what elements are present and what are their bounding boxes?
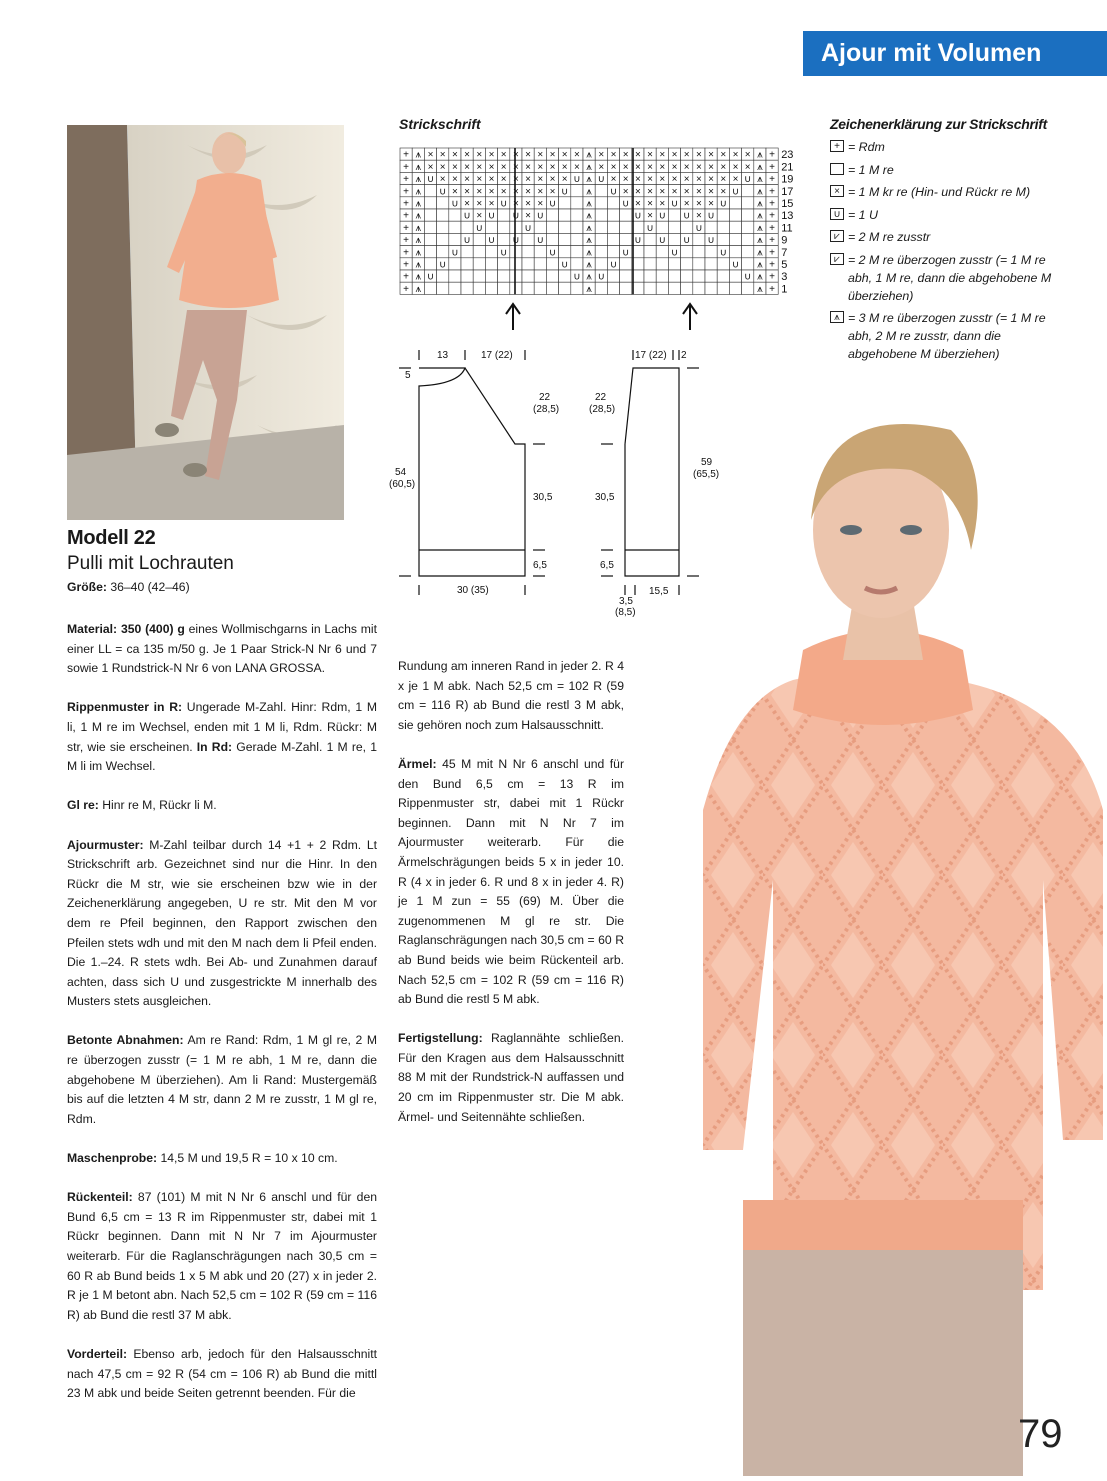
legend-item: × = 1 M kr re (Hin- und Rückr re M) (830, 183, 1070, 201)
instructions-middle-column (398, 657, 624, 1147)
chart-symbol: × (573, 149, 580, 161)
chart-symbol: × (476, 186, 483, 198)
chart-symbol: ∪ (731, 186, 740, 198)
dim-sleeve-side: 30,5 (595, 492, 615, 503)
chart-symbol: × (451, 149, 458, 161)
page-number: 79 (1018, 1412, 1063, 1456)
chart-symbol: ⩚ (757, 222, 763, 234)
chart-symbol: + (769, 235, 776, 247)
chart-symbol: × (695, 198, 702, 210)
chart-symbol: ∪ (487, 210, 496, 222)
chart-symbol: ∪ (597, 271, 605, 283)
chart-symbol: ∪ (500, 198, 508, 210)
dim-side: 30,5 (533, 492, 553, 503)
chart-symbol: ∪ (512, 210, 520, 222)
front-paragraph: Vorderteil: Ebenso arb, jedoch für den Halsausschnitt nach 47,5 cm = 92 R (54 cm = 106 R) ab Bund die mittl 23 M abk und beide Seiten getrennt beenden. Für die (67, 1346, 377, 1401)
chart-symbol: × (610, 161, 617, 173)
chart-symbol: ∪ (683, 235, 691, 247)
chart-symbol: ∪ (463, 210, 471, 222)
chart-symbol: ⩚ (586, 247, 592, 259)
chart-symbol: + (403, 198, 410, 210)
chart-symbol: × (476, 198, 483, 210)
model-title: Modell 22 (67, 527, 156, 549)
chart-symbol: × (683, 161, 690, 173)
chart-symbol: × (683, 149, 690, 161)
chart-symbol: × (720, 149, 727, 161)
chart-symbol: ∪ (439, 186, 447, 198)
chart-symbol: ⩚ (586, 198, 592, 210)
dim-sleeve-top-small: 2 (681, 350, 687, 361)
chart-symbol: × (671, 186, 678, 198)
chart-symbol: ⩚ (415, 149, 422, 161)
chart-symbol: ∪ (695, 222, 703, 234)
chart-symbol: ⩚ (586, 149, 592, 161)
dim-sleeve-raglan: 22 (595, 392, 607, 403)
empty-square-icon (830, 163, 844, 175)
chart-symbol: × (525, 174, 532, 186)
chart-symbol: × (634, 149, 641, 161)
right-arrow-icon (683, 304, 697, 330)
chart-symbol: ⩚ (415, 259, 422, 271)
chart-symbol: ⩚ (415, 161, 422, 173)
chart-row-number: 9 (781, 234, 788, 247)
chart-symbol: × (659, 198, 666, 210)
chart-symbol: × (549, 149, 556, 161)
dim-neck-drop: 5 (405, 370, 411, 381)
chart-symbol: × (451, 174, 458, 186)
legend-item: = 1 M re (830, 161, 1070, 179)
chart-symbol: × (512, 186, 519, 198)
chart-symbol: × (537, 174, 544, 186)
legend-item: ∪ = 1 U (830, 206, 1070, 224)
dim-width: 30 (35) (457, 585, 489, 596)
chart-symbol: × (488, 186, 495, 198)
chart-symbol: × (744, 161, 751, 173)
chart-symbol: ⩚ (757, 174, 763, 186)
chart-symbol: × (488, 198, 495, 210)
legend-item: + = Rdm (830, 138, 1070, 156)
legend-item: ⩗ = 2 M re überzogen zusstr (= 1 M re abh, 1 M re, dann die abgehobene M überziehen) (830, 251, 1070, 305)
chart-symbol: ⩚ (586, 174, 592, 186)
chart-symbol: + (403, 259, 410, 271)
chart-symbol: × (512, 198, 519, 210)
chart-symbol: × (525, 149, 532, 161)
dim-length: 54 (395, 467, 407, 478)
chart-symbol: ∪ (609, 259, 618, 271)
chart-symbol: ⩚ (415, 222, 422, 234)
chart-symbol: × (695, 186, 702, 198)
chart-symbol: × (464, 149, 471, 161)
chart-symbol: ∪ (634, 210, 642, 222)
chart-symbol: × (525, 210, 532, 222)
chart-symbol: ∪ (426, 174, 435, 186)
chart-symbol: ∪ (609, 186, 618, 198)
chart-symbol: × (598, 149, 605, 161)
chart-symbol: + (403, 210, 410, 222)
chart-symbol: × (476, 174, 483, 186)
chart-symbol: ⩚ (586, 161, 592, 173)
chart-symbol: ∪ (658, 210, 666, 222)
ssk-icon: ⩗ (830, 253, 844, 265)
chart-symbol: ∪ (707, 210, 715, 222)
chart-symbol: ⩚ (757, 283, 763, 295)
chart-symbol: × (744, 149, 751, 161)
chart-symbol: × (720, 186, 727, 198)
chart-symbol: ∪ (719, 247, 727, 259)
chart-symbol: ∪ (744, 271, 752, 283)
chart-symbol: × (708, 149, 715, 161)
section-banner: Ajour mit Volumen (803, 31, 1107, 76)
double-decrease-icon: ⩚ (830, 311, 844, 323)
chart-symbol: ⩚ (757, 271, 763, 283)
chart-symbol: × (683, 198, 690, 210)
chart-symbol: × (659, 149, 666, 161)
chart-symbol: × (451, 186, 458, 198)
dim-length-alt: (60,5) (389, 479, 416, 490)
chart-symbol: × (525, 198, 532, 210)
dim-shoulder: 13 (437, 350, 449, 361)
chart-symbol: ⩚ (757, 235, 763, 247)
chart-symbol: × (671, 149, 678, 161)
legend-item: ⩗ = 2 M re zusstr (830, 228, 1070, 246)
chart-symbol: × (561, 149, 568, 161)
cross-icon: × (830, 185, 844, 197)
chart-symbol: × (683, 186, 690, 198)
chart-symbol: × (488, 161, 495, 173)
dim-raglan: 22 (539, 392, 551, 403)
chart-symbol: ∪ (670, 247, 679, 259)
chart-symbol: ∪ (646, 222, 654, 234)
chart-symbol: × (500, 149, 507, 161)
chart-symbol: ⩚ (757, 149, 763, 161)
chart-symbol: × (476, 161, 483, 173)
rib-paragraph: Rippenmuster in R: Ungerade M-Zahl. Hinr: Rdm, 1 M li, 1 M re im Wechsel, enden mit 1 M li, Rdm. Rückr: M str, wie sie erscheinen. In Rd: Gerade M-Zahl. 1 M re, 1 M li im Wechsel. (67, 700, 378, 774)
chart-symbol: × (427, 149, 434, 161)
chart-symbol: ∪ (670, 198, 679, 210)
chart-symbol: ∪ (512, 235, 520, 247)
chart-symbol: ⩚ (415, 210, 422, 222)
chart-symbol: × (512, 149, 519, 161)
dim-sleeve-raglan-alt: (28,5) (589, 404, 616, 415)
chart-symbol: + (769, 259, 776, 271)
gauge-paragraph: Maschenprobe: 14,5 M und 19,5 R = 10 x 10 cm. (67, 1151, 338, 1166)
chart-symbol: × (500, 174, 507, 186)
chart-symbol: + (403, 235, 410, 247)
chart-symbol: × (525, 186, 532, 198)
dim-sleeve-length: 59 (701, 457, 713, 468)
k2tog-icon: ⩗ (830, 230, 844, 242)
chart-symbol: × (647, 174, 654, 186)
chart-symbol: ∪ (573, 174, 581, 186)
chart-symbol: ∪ (439, 259, 447, 271)
size-line (67, 580, 190, 594)
chart-symbol: × (622, 174, 629, 186)
chart-row-number: 17 (781, 185, 794, 198)
chart-symbol: × (500, 161, 507, 173)
material-paragraph: Material: 350 (400) g eines Wollmischgarns in Lachs mit einer LL = ca 135 m/50 g. Je 1 Paar Strick-N Nr 6 und 7 sowie 1 Rundstrick-N Nr 6 von LANA GROSSA. (67, 622, 377, 676)
chart-symbol: ⩚ (586, 259, 592, 271)
chart-symbol: × (708, 186, 715, 198)
chart-symbol: + (403, 283, 410, 295)
chart-symbol: ∪ (561, 259, 569, 271)
chart-symbol: × (464, 161, 471, 173)
chart-symbol: × (622, 186, 629, 198)
garment-schematic (389, 340, 720, 625)
chart-symbol: × (512, 174, 519, 186)
chart-symbol: × (647, 210, 654, 222)
chart-row-number: 5 (781, 259, 788, 271)
dim-cuff-b: 15,5 (649, 586, 669, 597)
chart-symbol: × (476, 210, 483, 222)
legend-item: ⩚ = 3 M re überzogen zusstr (= 1 M re abh, 2 M re zusstr, dann die abgehobene M überziehen) (830, 309, 1070, 363)
yarn-over-icon: ∪ (830, 208, 844, 220)
chart-symbol: × (512, 161, 519, 173)
chart-symbol: × (720, 174, 727, 186)
chart-symbol: + (769, 198, 776, 210)
chart-symbol: ⩚ (757, 210, 763, 222)
finishing-paragraph: Fertigstellung: Raglannähte schließen. Für den Kragen aus dem Halsausschnitt 88 M mit der Rundstrick-N auffassen und 20 cm im Rippenmuster str. Die M abk. Ärmel- und Seitennähte schließen. (398, 1031, 624, 1124)
model-subtitle: Pulli mit Lochrauten (67, 553, 234, 574)
chart-symbol: ⩚ (415, 174, 422, 186)
chart-symbol: ∪ (463, 235, 471, 247)
chart-symbol: ∪ (707, 235, 715, 247)
chart-symbol: × (598, 161, 605, 173)
chart-symbol: + (403, 149, 410, 161)
chart-symbol: × (732, 161, 739, 173)
chart-row-number: 19 (781, 173, 794, 186)
stitch-chart (398, 146, 818, 336)
chart-row-number: 23 (781, 149, 794, 162)
chart-row-number: 21 (781, 161, 794, 174)
chart-symbol: × (561, 161, 568, 173)
chart-symbol: + (403, 161, 410, 173)
chart-symbol: × (659, 161, 666, 173)
chart-symbol: + (403, 174, 410, 186)
chart-symbol: ⩚ (586, 271, 592, 283)
dim-raglan-alt: (28,5) (533, 404, 560, 415)
chart-title: Strickschrift (399, 116, 481, 132)
chart-symbol: ∪ (500, 247, 508, 259)
chart-symbol: × (610, 149, 617, 161)
chart-symbol: × (439, 174, 446, 186)
chart-symbol: × (634, 174, 641, 186)
chart-symbol: ∪ (719, 198, 727, 210)
chart-symbol: ⩚ (586, 283, 592, 295)
sleeve-outline (625, 368, 679, 576)
plus-icon: + (830, 140, 844, 152)
chart-symbol: ∪ (451, 247, 459, 259)
chart-symbol: + (403, 271, 410, 283)
chart-symbol: ∪ (548, 247, 557, 259)
chart-symbol: × (732, 174, 739, 186)
chart-symbol: + (769, 149, 776, 161)
chart-symbol: × (634, 198, 641, 210)
chart-symbol: × (439, 161, 446, 173)
chart-symbol: + (769, 283, 776, 295)
chart-symbol: × (708, 174, 715, 186)
lace-paragraph: Ajourmuster: M-Zahl teilbar durch 14 +1 + 2 Rdm. Lt Strickschrift arb. Gezeichnet sind nur die Hinr. In den Rückr die M str, wie sie erscheinen bzw wie in der Zeichenerklärung angegeben, U re str. Mit den M vor dem re Pfeil beginnen, den Rapport zwischen den Pfeilen stets wdh und mit den M nach dem li Pfeil enden. Die 1.–24. R stets wdh. Bei Ab- und Zunahmen darauf achten, dass sich U und zusgestrickte M innerhalb des Musters stets ausgleichen. (67, 837, 377, 1009)
chart-symbol: × (671, 161, 678, 173)
chart-symbol: + (769, 247, 776, 259)
chart-symbol: ∪ (622, 247, 630, 259)
legend-title: Zeichenerklärung zur Strickschrift (830, 116, 1047, 132)
chart-symbol: + (769, 174, 776, 186)
chart-symbol: ∪ (536, 235, 544, 247)
instructions-left-column (67, 620, 377, 1423)
chart-symbol: ∪ (731, 259, 740, 271)
chart-symbol: × (451, 161, 458, 173)
chart-symbol: × (439, 149, 446, 161)
dim-sleeve-rib: 6,5 (600, 560, 614, 571)
chart-row-number: 13 (781, 210, 794, 223)
chart-symbol: + (769, 186, 776, 198)
chart-symbol: × (464, 174, 471, 186)
chart-symbol: ∪ (744, 174, 752, 186)
size-value: 36–40 (42–46) (110, 580, 190, 594)
chart-symbol: × (525, 161, 532, 173)
chart-symbol: × (732, 149, 739, 161)
chart-legend (830, 138, 1070, 368)
chart-symbol: × (720, 161, 727, 173)
model-running-photo (67, 125, 344, 520)
chart-symbol: ⩚ (757, 198, 763, 210)
chart-row-number: 3 (781, 271, 788, 284)
chart-symbol: ⩚ (586, 186, 592, 198)
chart-symbol: × (683, 174, 690, 186)
dim-cuff-a: 3,5 (619, 596, 633, 607)
chart-symbol: ∪ (451, 198, 459, 210)
chart-symbol: + (769, 222, 776, 234)
chart-symbol: + (403, 247, 410, 259)
decrease-paragraph: Betonte Abnahmen: Am re Rand: Rdm, 1 M gl re, 2 M re überzogen zusstr (= 1 M re abh, 1 M re, dann die abgehobene M überziehen). Am li Rand: Mustergemäß bis auf die letzten 4 M str, dann 2 M re zusstr, 1 M gl re, Rdm. (67, 1033, 377, 1126)
chart-symbol: + (769, 210, 776, 222)
chart-symbol: ∪ (561, 186, 569, 198)
chart-symbol: × (647, 161, 654, 173)
chart-symbol: × (695, 149, 702, 161)
back-paragraph: Rückenteil: 87 (101) M mit N Nr 6 anschl und für den Bund 6,5 cm = 13 R im Rippenmuster str, dabei mit 1 Rückr beginnen. Dann mit N Nr 7 im Ajourmuster weiterarb. Für die Raglanschrägungen nach 30,5 cm = 60 R ab Bund beids 1 x 5 M abk und 20 (27) x in jeder 2. R je 1 M betont abn. Nach 52,5 cm = 102 R (59 cm = 116 R) ab Bund die restl 37 M abk. (67, 1190, 377, 1322)
chart-symbol: × (537, 198, 544, 210)
chart-symbol: ∪ (548, 198, 557, 210)
chart-symbol: + (403, 186, 410, 198)
chart-symbol: × (476, 149, 483, 161)
chart-symbol: × (561, 174, 568, 186)
chart-symbol: ⩚ (757, 186, 763, 198)
chart-symbol: ∪ (634, 235, 642, 247)
chart-row-number: 11 (781, 222, 793, 235)
chart-symbol: ⩚ (586, 222, 592, 234)
chart-symbol: ⩚ (586, 235, 592, 247)
chart-symbol: × (708, 198, 715, 210)
chart-symbol: ∪ (524, 222, 532, 234)
chart-symbol: ∪ (683, 210, 691, 222)
chart-symbol: × (537, 149, 544, 161)
chart-symbol: × (695, 210, 702, 222)
chart-symbol: × (708, 161, 715, 173)
chart-symbol: × (549, 161, 556, 173)
chart-symbol: ⩚ (415, 198, 422, 210)
dim-sleeve-length-alt: (65,5) (693, 469, 720, 480)
chart-symbol: × (464, 198, 471, 210)
chart-symbol: ∪ (573, 271, 581, 283)
sleeve-paragraph: Ärmel: 45 M mit N Nr 6 anschl und für den Bund 6,5 cm = 13 R im Rippenmuster str, dabei mit 1 Rückr beginnen. Dann mit N Nr 7 im Ajourmuster weiterarb. Für die Ärmelschrägungen beids 5 x in jeder 10. R (4 x in jeder 6. R und 8 x in jeder 4. R) je 1 M zun = 55 (69) M. Über die zugenommenen M gl re str. Die Raglanschrägungen nach 30,5 cm = 60 R ab Bund beids wie beim Rückenteil arb. Nach 52,5 cm = 102 R (59 cm = 116 R) ab Bund die restl 5 M abk. (398, 756, 624, 1007)
size-label: Größe: (67, 580, 107, 594)
dim-cuff-a-alt: (8,5) (615, 607, 636, 618)
chart-symbol: × (427, 161, 434, 173)
dim-sleeve-top: 17 (22) (635, 350, 667, 361)
chart-symbol: × (695, 174, 702, 186)
chart-symbol: × (573, 161, 580, 173)
chart-symbol: ⩚ (415, 186, 422, 198)
chart-symbol: ⩚ (415, 271, 422, 283)
chart-symbol: ⩚ (415, 283, 422, 295)
chart-symbol: × (634, 161, 641, 173)
chart-symbol: × (537, 161, 544, 173)
chart-row-number: 1 (781, 283, 788, 296)
chart-symbol: × (488, 149, 495, 161)
chart-symbol: + (403, 222, 410, 234)
body-outline (419, 368, 525, 576)
dim-rib: 6,5 (533, 560, 547, 571)
chart-symbol: ⩚ (415, 247, 422, 259)
chart-symbol: × (537, 186, 544, 198)
left-arrow-icon (506, 304, 520, 330)
chart-symbol: × (647, 198, 654, 210)
chart-symbol: × (622, 149, 629, 161)
chart-symbol: × (695, 161, 702, 173)
chart-symbol: ⩚ (757, 259, 763, 271)
stockinette-paragraph: Gl re: Hinr re M, Rückr li M. (67, 798, 217, 813)
chart-row-number: 7 (781, 246, 788, 259)
chart-symbol: × (549, 174, 556, 186)
chart-symbol: × (634, 186, 641, 198)
chart-symbol: ⩚ (757, 247, 763, 259)
chart-symbol: ⩚ (757, 161, 763, 173)
dim-neck: 17 (22) (481, 350, 513, 361)
chart-symbol: ∪ (475, 222, 483, 234)
chart-symbol: × (647, 186, 654, 198)
chart-symbol: × (488, 174, 495, 186)
chart-symbol: × (610, 174, 617, 186)
front-continued-paragraph: Rundung am inneren Rand in jeder 2. R 4 x je 1 M abk. Nach 52,5 cm = 102 R (59 cm = 116 R) ab Bund die restl 3 M abk, sie gehören noch zum Halsausschnitt. (398, 659, 624, 732)
chart-symbol: × (500, 186, 507, 198)
chart-symbol: + (769, 161, 776, 173)
chart-symbol: ∪ (658, 235, 666, 247)
chart-symbol: ∪ (487, 235, 496, 247)
chart-symbol: ∪ (426, 271, 435, 283)
chart-symbol: × (464, 186, 471, 198)
chart-symbol: × (671, 174, 678, 186)
chart-symbol: ∪ (622, 198, 630, 210)
chart-symbol: × (647, 149, 654, 161)
chart-symbol: + (769, 271, 776, 283)
chart-symbol: × (549, 186, 556, 198)
chart-symbol: ⩚ (415, 235, 422, 247)
chart-symbol: ⩚ (586, 210, 592, 222)
chart-symbol: × (659, 186, 666, 198)
chart-row-number: 15 (781, 198, 794, 210)
chart-symbol: ∪ (536, 210, 544, 222)
chart-symbol: × (622, 161, 629, 173)
chart-symbol: × (659, 174, 666, 186)
chart-symbol: ∪ (597, 174, 605, 186)
